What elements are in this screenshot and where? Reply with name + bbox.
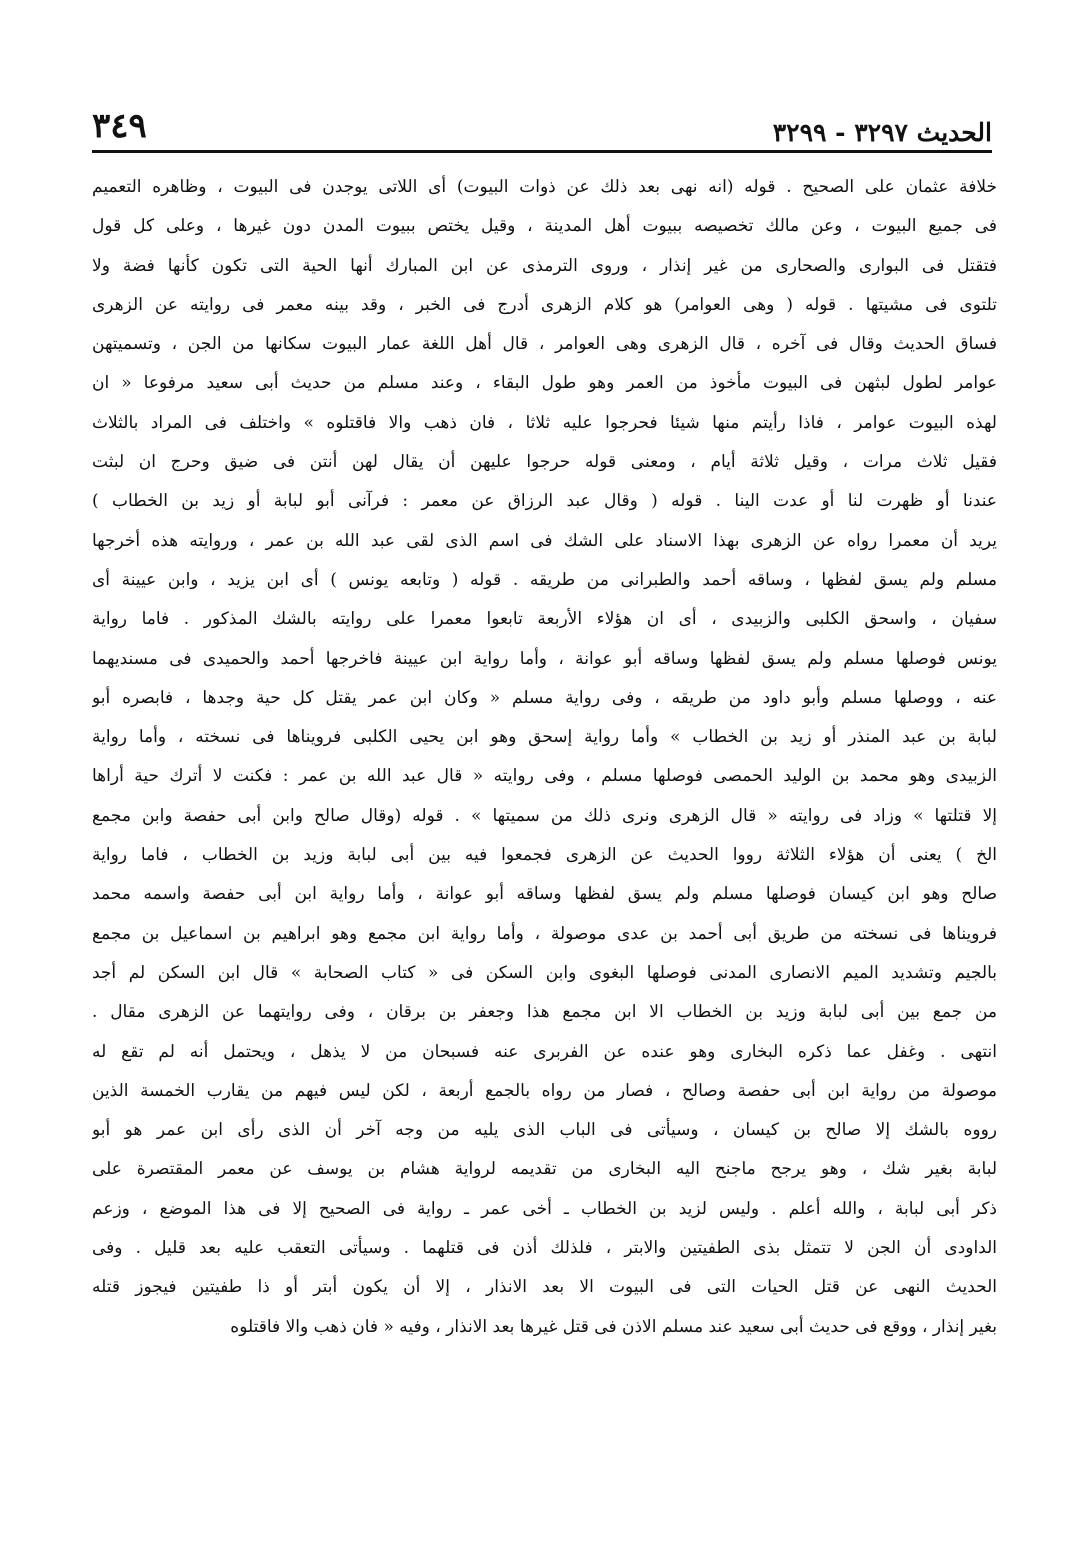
- text-line: إلا قتلتها » وزاد فى روايته « قال الزهرى ونرى ذلك من سميتها » . قوله (وقال صالح وابن أبى حفصة وابن مجمع: [92, 805, 997, 826]
- text-line: فرويناها فى نسخته من طريق أبى أحمد بن عدى موصولة ، وأما رواية ابن مجمع وهو ابراهيم بن اسماعيل بن مجمع: [92, 923, 997, 944]
- text-line: من جمع بين أبى لبابة وزيد بن الخطاب الا ابن مجمع هذا وجعفر بن برقان ، وفى روايتهما عن الزهرى مقال .: [92, 1002, 997, 1023]
- text-line: لبابة بغير شك ، وهو يرجح ماجنح اليه البخارى من تقديمه لرواية هشام بن يوسف عن معمر المقتصرة على: [92, 1159, 997, 1180]
- text-line: صالح وهو ابن كيسان فوصلها مسلم ولم يسق لفظها وساقه أبو عوانة ، وأما رواية ابن أبى حفصة واسمه محمد: [92, 884, 997, 905]
- text-line: رووه بالشك إلا صالح بن كيسان ، وسيأتى فى الباب الذى يليه من وجه آخر أن الذى رأى ابن عمر هو أبو: [92, 1120, 997, 1141]
- text-line: الخ ) يعنى أن هؤلاء الثلاثة رووا الحديث عن الزهرى فجمعوا فيه بين أبى لبابة وزيد بن الخطاب ، فاما رواية: [92, 845, 997, 866]
- text-line: فتقتل فى البوارى والصحارى من غير إنذار ، وروى الترمذى عن ابن المبارك أنها الحية التى تكون كأنها فضة ولا: [92, 255, 997, 276]
- text-line: مسلم ولم يسق لفظها ، وساقه أحمد والطبرانى من طريقه . قوله ( وتابعه يونس ) أى ابن يزيد ، وابن عيينة أى: [92, 569, 997, 590]
- text-line: الحديث النهى عن قتل الحيات التى فى البيوت الا بعد الانذار ، إلا أن يكون أبتر أو ذا طفيتين فيجوز قتله: [92, 1277, 997, 1298]
- text-line: عندنا أو ظهرت لنا أو عدت الينا . قوله ( وقال عبد الرزاق عن معمر : فرآنى أبو لبابة أو زيد بن الخطاب ): [92, 491, 997, 512]
- text-line: انتهى . وغفل عما ذكره البخارى وهو عنده عن الفربرى عنه فسبحان من لا يذهل ، ويحتمل أنه لم تقع له: [92, 1041, 997, 1062]
- commentary-text: [92, 168, 997, 1347]
- text-line: يريد أن معمرا رواه عن الزهرى بهذا الاسناد على الشك فى اسم الذى لقى عبد الله بن عمر ، وروايته هذه أخرجها: [92, 530, 997, 551]
- text-line: سفيان ، واسحق الكلبى والزبيدى ، أى ان هؤلاء الأربعة تابعوا معمرا على روايته بالشك المذكور . فاما رواية: [92, 609, 997, 630]
- text-line: بغير إنذار ، ووقع فى حديث أبى سعيد عند مسلم الاذن فى قتل غيرها بعد الانذار ، وفيه « فان ذهب والا فاقتلوه: [230, 1316, 997, 1337]
- text-line: الداودى أن الجن لا تتمثل بذى الطفيتين والابتر ، فلذلك أذن فى قتلهما . وسيأتى التعقب عليه بعد قليل . وفى: [92, 1238, 997, 1259]
- text-line: فساق الحديث وقال فى آخره ، قال الزهرى وهى العوامر ، قال أهل اللغة عمار البيوت سكانها من الجن ، وتسميتهن: [92, 334, 997, 355]
- text-line: موصولة من رواية ابن أبى حفصة وصالح ، فصار من رواه بالجمع أربعة ، لكن ليس فيهم من يقارب الخمسة الذين: [92, 1080, 997, 1101]
- text-line: ذكر أبى لبابة ، والله أعلم . وليس لزيد بن الخطاب ـ أخى عمر ـ رواية فى الصحيح إلا فى هذا الموضع ، وزعم: [92, 1198, 997, 1219]
- header-rule: [92, 150, 992, 153]
- text-line: فى جميع البيوت ، وعن مالك تخصيصه ببيوت أهل المدينة ، وقيل يختص ببيوت المدن دون غيرها ، وعلى كل قول: [92, 216, 997, 237]
- text-line: الزبيدى وهو محمد بن الوليد الحمصى فوصلها مسلم ، وفى روايته « قال عبد الله بن عمر : فكنت لا أترك حية أراها: [92, 766, 997, 787]
- text-line: فقيل ثلاث مرات ، وقيل ثلاثة أيام ، ومعنى قوله حرجوا عليهن أن يقال لهن أنتن فى ضيق وحرج ان لبثت: [92, 452, 997, 473]
- chapter-heading: الحديث ٣٢٩٧ - ٣٢٩٩: [772, 118, 992, 147]
- text-line: لبابة بن عبد المنذر أو زيد بن الخطاب » وأما رواية إسحق وهو ابن يحيى الكلبى فرويناها فى نسخته ، وأما رواية: [92, 727, 997, 748]
- text-line: عنه ، ووصلها مسلم وأبو داود من طريقه ، وفى رواية مسلم « وكان ابن عمر يقتل كل حية وجدها ، فابصره أبو: [92, 687, 997, 708]
- text-line: عوامر لطول لبثهن فى البيوت مأخوذ من العمر وهو طول البقاء ، وعند مسلم من حديث أبى سعيد مرفوعا « ان: [92, 373, 997, 394]
- page-number: ٣٤٩: [92, 106, 147, 146]
- text-line: لهذه البيوت عوامر ، فاذا رأيتم منها شيئا فحرجوا عليه ثلاثا ، فان ذهب والا فاقتلوه » واختلف فى المراد بالثلاث: [92, 412, 997, 433]
- text-line: يونس فوصلها مسلم ولم يسق لفظها وساقه أبو عوانة ، وأما رواية ابن عيينة فاخرجها أحمد والحميدى فى مسنديهما: [92, 648, 997, 669]
- text-line: خلافة عثمان على الصحيح . قوله (انه نهى بعد ذلك عن ذوات البيوت) أى اللاتى يوجدن فى البيوت ، وظاهره التعميم: [92, 177, 997, 197]
- text-line: تلتوى فى مشيتها . قوله ( وهى العوامر) هو كلام الزهرى أدرج فى الخبر ، وقد بينه معمر فى روايته عن الزهرى: [92, 294, 997, 315]
- running-header: [92, 100, 992, 150]
- text-line: بالجيم وتشديد الميم الانصارى المدنى فوصلها البغوى وابن السكن فى « كتاب الصحابة » قال ابن السكن لم أجد: [92, 962, 997, 983]
